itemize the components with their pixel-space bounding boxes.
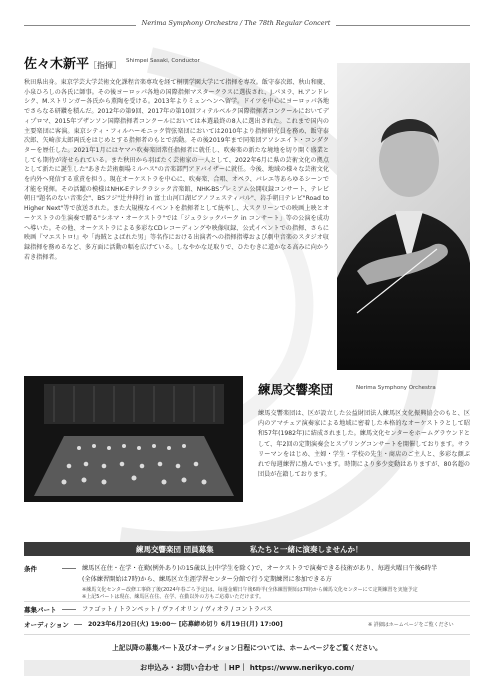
orchestra-photo <box>24 376 243 502</box>
orchestra-name: 練馬交響楽団 <box>258 382 334 397</box>
header-rule-right <box>336 25 470 26</box>
section-separator <box>24 615 470 616</box>
section-separator <box>24 601 470 602</box>
conductor-photo <box>337 63 470 370</box>
section-separator <box>24 634 470 635</box>
parts-list: ファゴット / トランペット / ヴァイオリン / ヴィオラ / コントラバス <box>82 606 273 613</box>
concert-header <box>0 18 494 32</box>
parts-label: 募集パート <box>24 606 57 614</box>
recruit-title: 練馬交響楽団 団員募集 <box>136 545 214 554</box>
recruit-banner <box>24 542 470 556</box>
conductor-name: 佐々木新平［指揮］ <box>24 57 122 72</box>
conductor-role: ［指揮］ <box>89 61 122 70</box>
contact-link[interactable]: お申込み・お問い合わせ ｜HP｜ https://www.nerikyo.com/ <box>140 663 354 672</box>
conductor-bio: 秋田県出身。東京学芸大学芸術文化課程音楽専攻を経て桐朋学園大学にて指揮を専攻。飯守泰次郎、秋山和慶、小泉ひろしの各氏に師事。その後ヨーロッパ各地の国際指揮マスタークラスに選抜され、J.パヌラ、H.アンドレシク、M.ストリンガー各氏から薫陶を受ける。2013年よりミュンヘンへ留学。ドイツを中心にヨーロッパ各地でさらなる研鑽を積んだ。2012年の第9回、2017年の第10回フィテルベルク国際指揮者コンクールにおいてディプロマ、2015年ブザンソン国際指揮者コンクールにおいては本選最終の8人に選出された。これまで国内の主要楽団に客演。東京シティ・フィルハーモニック管弦楽団においては2010年より指揮研究員を務め、飯守泰次郎、矢崎彦太郎両氏をはじめとする指揮者のもとで活動。その後2019年まで同楽団アソシエイト・コンダクターを歴任した。2021年1月にはヤマハ吹奏楽団常任指揮者に就任し、吹奏楽の新たな境地を切り開く盛業としても期待が寄せられている。また秋田から羽ばたく芸術家の一人として、2022年6月に県の芸術文化の拠点として新たに誕生した"あきた芸術劇場ミルハス"の音楽部門アドバイザーに就任。今後、地域の様々な芸術文化を内外へ発信する重責を担う。現在オーケストラを中心に、吹奏楽、合唱、オペラ、バレエ等あらゆるシーンで才能を発揮。その活躍の模様はNHK-Eテレクラシック音楽館、NHK-BSプレミアム公開収録コンサート、テレビ朝日"題名のない音楽会"、BSフジ"辻井伸行 in 富士山河口湖ピアノフェスティバル"、岩手朝日テレビ"Road to Higher Next"等で放送された。また大規模なイベントを指揮者として統率し、大スクリーンでの映画上映とオーケストラの生演奏で贈る"シネマ・オーケストラ"では「ジュラシックパーク in コンサート」等の公演を成功へ導いた。その他、オーケストラによる多彩なCDレコーディングや映像収録、公式イベントでの指揮、さらに映画『マエストロ!』や「海賊とよばれた男」等名作における出演者への指揮指導および劇中音楽のスタジオ収録指揮を務めるなど、多方面に活動の幅を広げている。しなやかな足取りで、ひたむきに道かなる高みに向かう若き指揮者。 <box>24 79 329 261</box>
header-rule-left <box>24 25 136 26</box>
conditions-dash <box>62 568 76 569</box>
conditions-line-1: 練馬区在住・在学・在勤(例外あり)の15歳以上(中学生を除く)で、オーケストラで演奏できる技術があり、毎週火曜日午後6時半 <box>82 565 438 572</box>
orchestra-name-en: Nerima Symphony Orchestra <box>356 385 436 391</box>
orchestra-description: 練馬交響楽団は、区が設立した公益財団法人練馬区文化振興協会のもと、区内のアマチュア演奏家による地域に密着した本格的なオーケストラとして昭和57年(1982年)に結成されました。練馬文化センターをホームグラウンドとして、年2回の定期演奏会とスプリングコンサートを開催しております。サラリーマンをはじめ、主婦・学生・学校の先生・商店のご主人と、多彩な顔ぶれで毎週練習に励んでいます。時期により多少変動はありますが、80名超の団員が在籍しております。 <box>258 410 470 479</box>
conditions-label: 条件 <box>24 565 37 573</box>
audition-note: ※ 詳細はホームページをご覧ください <box>368 622 454 628</box>
schedule-note: 上記以降の募集パート及びオーディション日程については、ホームページをご覧ください。 <box>112 644 382 652</box>
audition-text: 2023年6月20日(火) 19:00～ [応募締め切り 6月19日(月) 17:00] <box>88 621 283 628</box>
header-title: Nerima Symphony Orchestra / The 78th Regular Concert <box>141 19 331 27</box>
conditions-note-1: ※練馬文化センター改修工事終了後(2024年春ごろ予定)は、毎週金曜日午後6時半(全体練習開始は7時)から練馬文化センターにて定期練習を実施予定 <box>82 587 418 593</box>
contact-bar <box>24 660 470 676</box>
conditions-note-2: ※上記5パートは現在、練馬区在住、在学、在勤以外の方もご応募いただけます。 <box>82 594 264 600</box>
audition-label: オーディション <box>24 621 69 629</box>
recruit-subtitle: 私たちと一緒に演奏しませんか！ <box>250 545 363 554</box>
audition-dash <box>74 624 82 625</box>
conductor-name-en: Shimpei Sasaki, Conductor <box>126 58 200 64</box>
conditions-line-2: (全体練習開始は7時)から、練馬区立生涯学習センター分館で行う定期練習に参加できる方 <box>82 576 332 583</box>
parts-dash <box>62 609 76 610</box>
